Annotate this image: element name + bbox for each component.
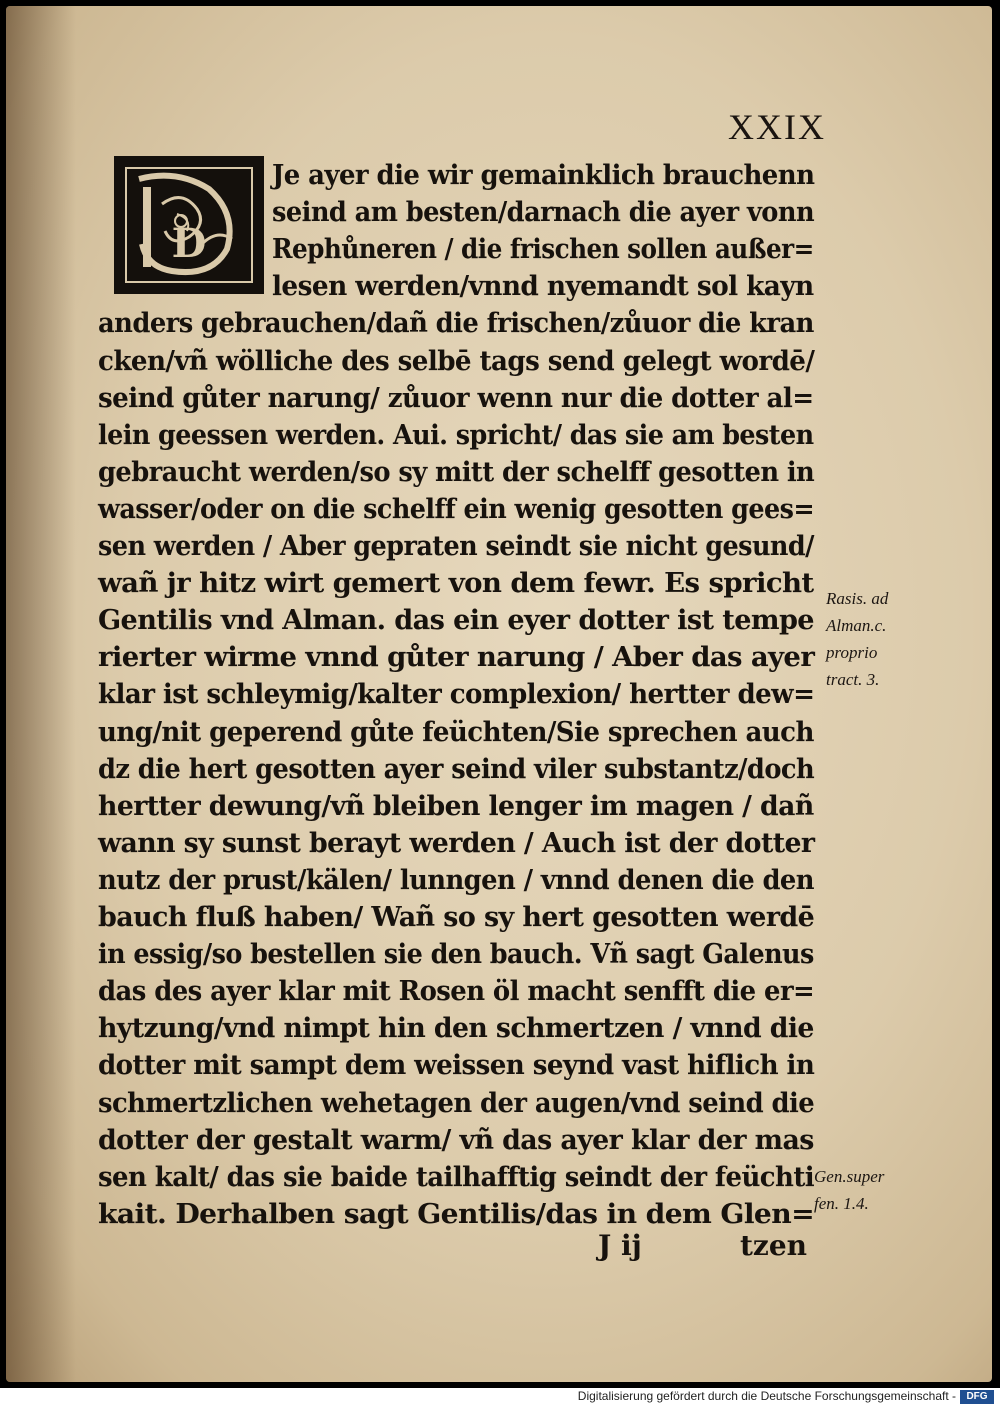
text-line: kait. Derhalben sagt Gentilis/das in dem Glen= [98,1198,815,1230]
initial-letter: D [171,220,207,267]
initial-ornament-icon [117,159,261,291]
marginal-note-line: fen. 1.4. [814,1194,869,1213]
text-line: lesen werden/vnnd nyemandt sol kayn [272,271,814,303]
text-line: dotter mit sampt dem weissen seynd vast hiflich in [98,1050,815,1082]
signature-mark: J ij [598,1229,642,1262]
marginal-note-line: tract. 3. [826,670,880,689]
text-line: in essig/so bestellen sie den bauch. Vñ sagt Galenus [98,939,814,971]
text-line: seind gůter narung/ zůuor wenn nur die dotter al= [98,382,814,414]
dfg-logo: DFG [960,1390,994,1404]
text-line: wann sy sunst berayt werden / Auch ist der dotter [98,827,815,859]
text-line: wasser/oder on die schelff ein wenig gesotten gees= [98,493,815,525]
page-folio: XXIX [728,107,826,147]
text-line: cken/vñ wölliche des selbē tags send gelegt wordē/ [98,345,815,377]
text-line: sen kalt/ das sie baide tailhafftig seindt der feüchti [98,1161,815,1193]
text-line: seind am besten/darnach die ayer vonn [272,197,815,229]
text-line: klar ist schleymig/kalter complexion/ hertter dew= [98,679,815,711]
text-line: hytzung/vnd nimpt hin den schmertzen / vnnd die [98,1013,814,1045]
text-line: gebraucht werden/so sy mitt der schelff gesotten in [98,456,815,488]
text-line: bauch fluß haben/ Wañ so sy hert gesotten werdē [98,902,815,933]
marginal-note-line: Gen.super [814,1167,885,1186]
text-line: wañ jr hitz wirt gemert von dem fewr. Es spricht [98,568,814,600]
text-line: dotter der gestalt warm/ vñ das ayer klar der mas [98,1124,814,1156]
text-line: sen werden / Aber gepraten seindt sie nicht gesund/ [98,531,814,562]
text-line: anders gebrauchen/dañ die frischen/zůuor die kran [98,308,814,340]
catchword: tzen [740,1229,808,1262]
book-page [6,6,992,1382]
footer-credit: Digitalisierung gefördert durch die Deutsche Forschungsgemeinschaft - [577,1389,956,1403]
decorated-initial [114,156,264,294]
text-line: Je ayer die wir gemainklich brauchenn [272,160,815,191]
text-line: ung/nit geperend gůte feüchten/Sie sprechen auch [98,716,814,748]
marginal-note-line: Rasis. ad [826,589,889,608]
marginal-note-line: proprio [826,643,878,662]
text-line: schmertzlichen wehetagen der augen/vnd seind die [98,1087,815,1119]
text-line: hertter dewung/vñ bleiben lenger im magen / dañ [98,790,814,822]
text-line: Gentilis vnd Alman. das ein eyer dotter ist tempe [98,605,814,637]
text-line: dz die hert gesotten ayer seind viler substantz/doch [98,753,815,785]
text-line: rierter wirme vnnd gůter narung / Aber das ayer [98,642,815,674]
text-line: das des ayer klar mit Rosen öl macht senfft die er= [98,976,815,1008]
footer-bar [0,1388,1000,1407]
text-line: lein geessen werden. Aui. spricht/ das sie am besten [98,419,814,451]
text-line: nutz der prust/kälen/ lunngen / vnnd denen die den [98,864,814,896]
text-line: Rephůneren / die frischen sollen außer= [272,234,814,266]
marginal-note-line: Alman.c. [826,616,887,635]
